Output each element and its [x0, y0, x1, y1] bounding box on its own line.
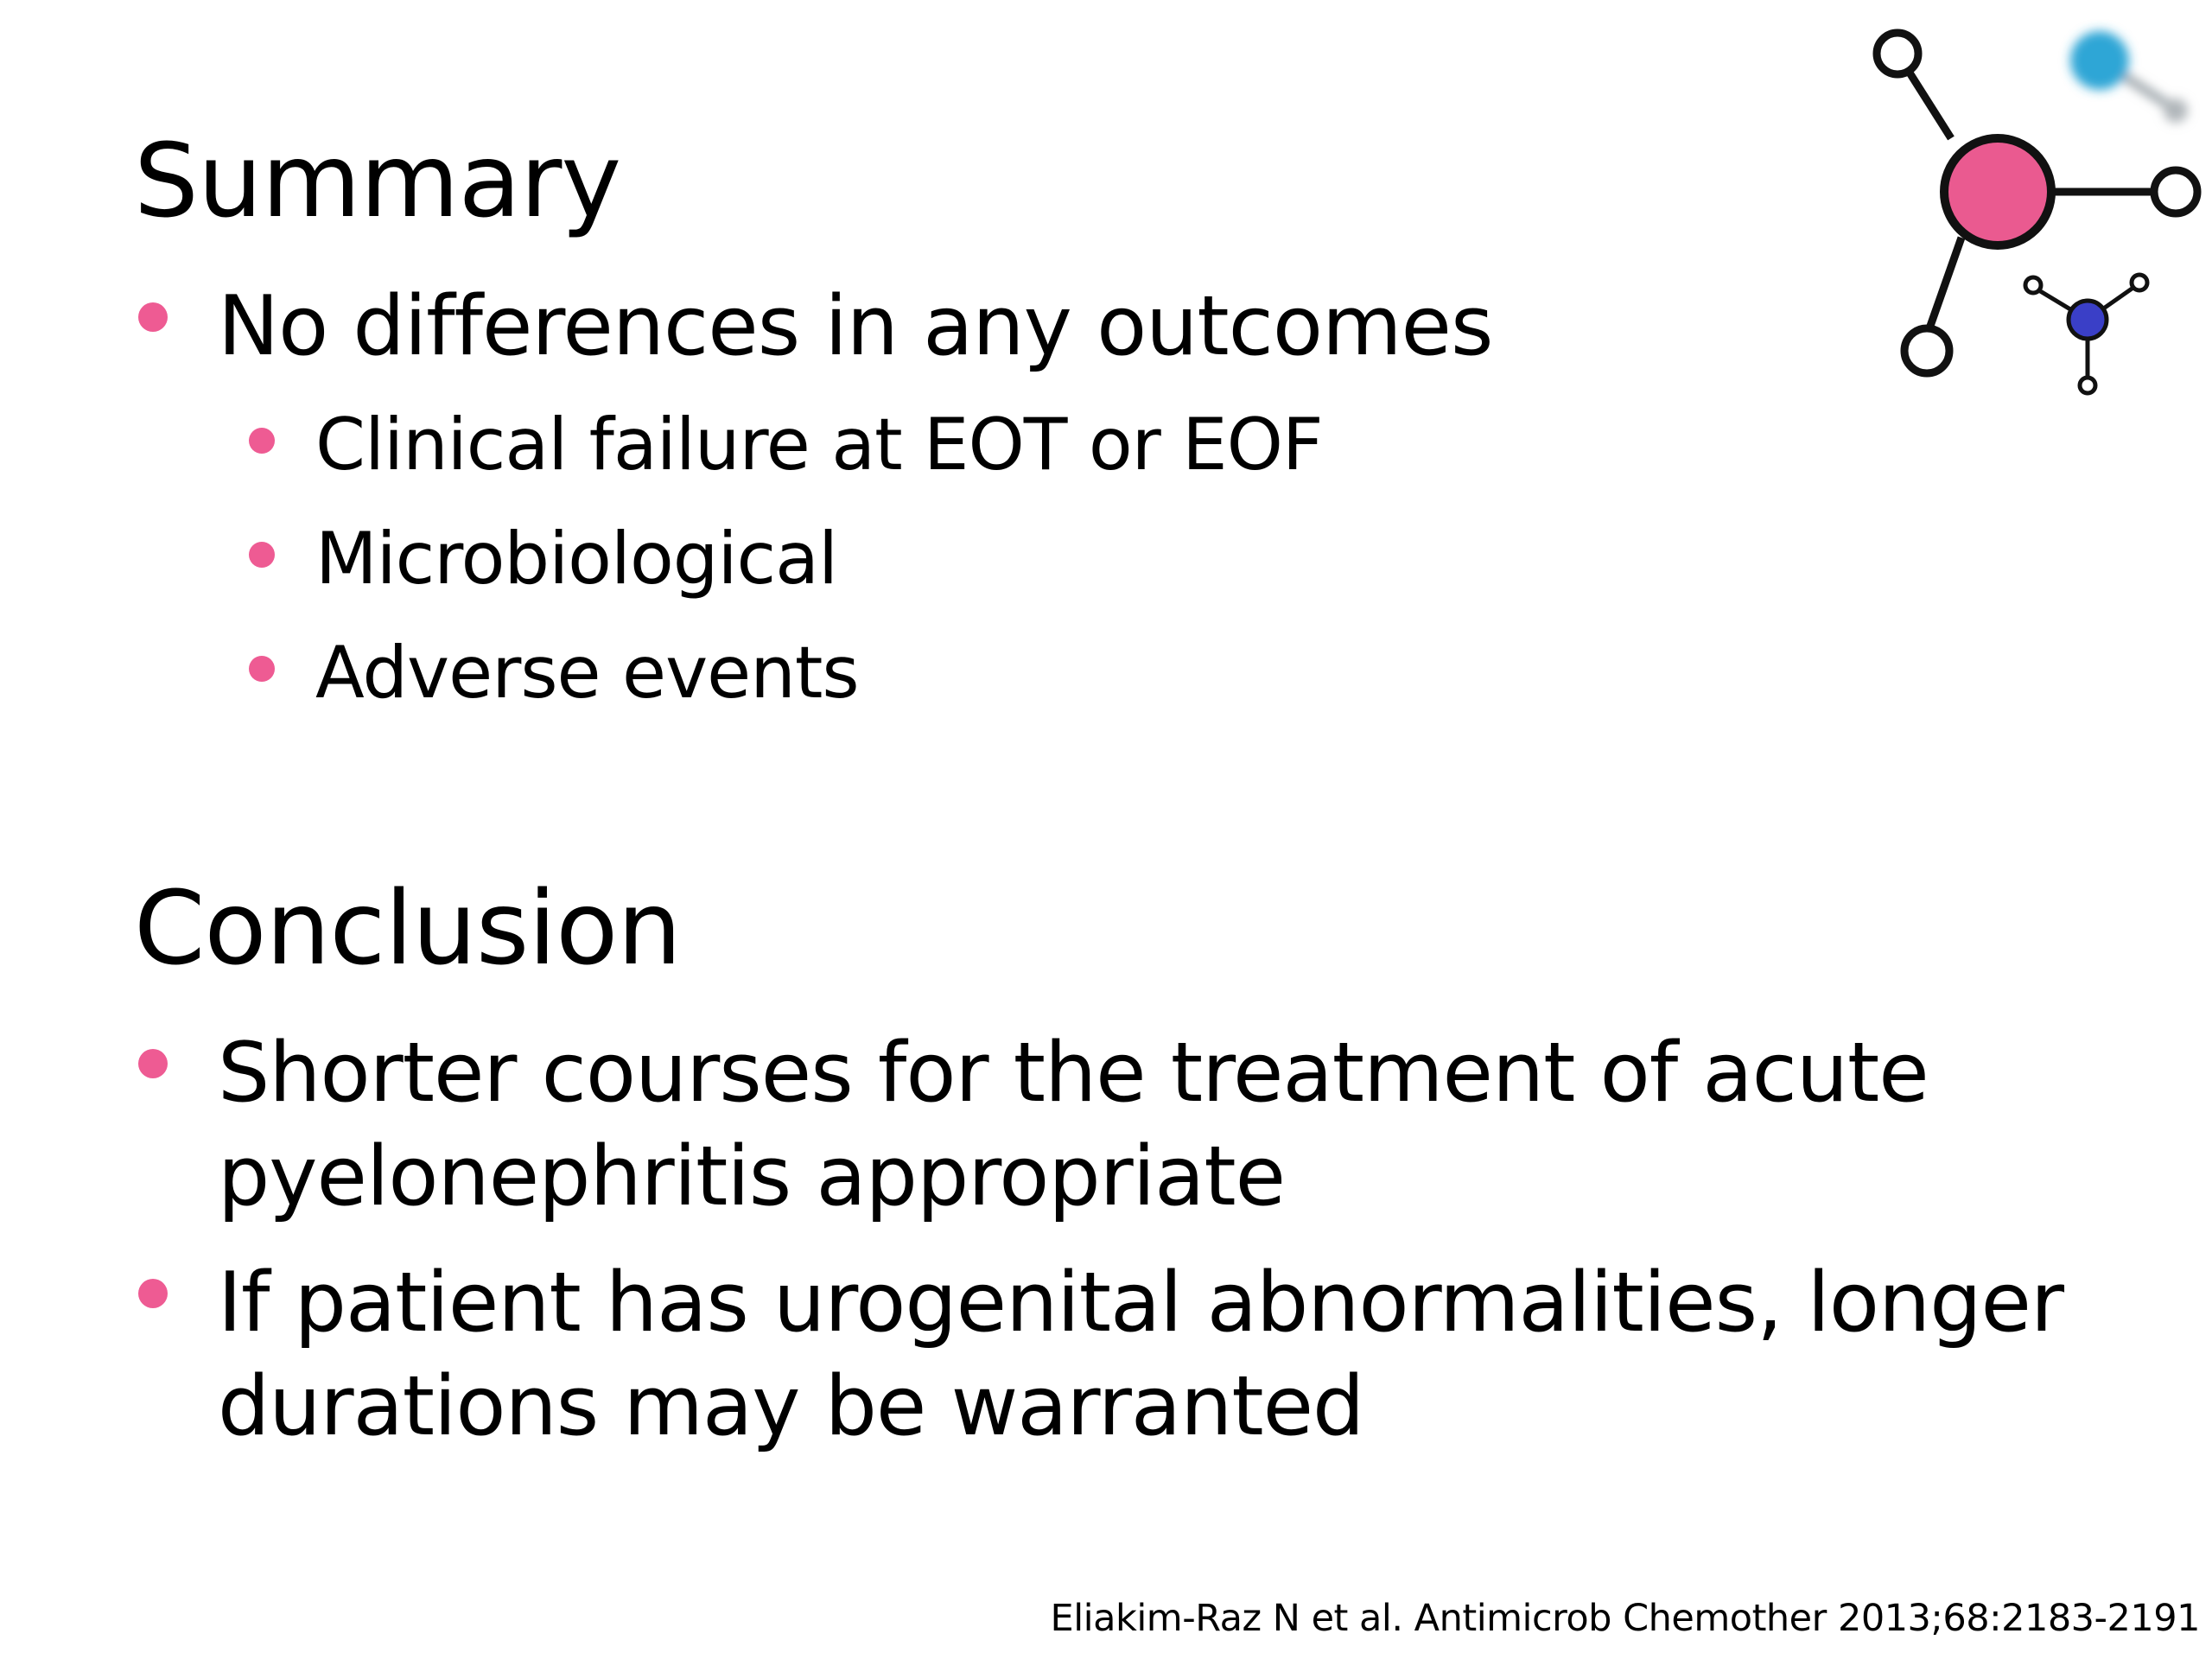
sub-bullet-marker [249, 656, 275, 682]
citation: Eliakim-Raz N et al. Antimicrob Chemother 2013;68:2183-2191 [1050, 1597, 2200, 1640]
conclusion-bullet-line: If patient has urogenital abnormalities, longer [218, 1255, 2064, 1351]
blurred-atom [2070, 31, 2188, 123]
summary-heading: Summary [134, 121, 621, 240]
small-molecule [2025, 275, 2147, 393]
summary-bullet: No differences in any outcomes [218, 279, 1493, 374]
bullet-marker [138, 302, 168, 332]
bullet-marker [138, 1279, 168, 1308]
sub-bullet-marker [249, 428, 275, 454]
molecule-icon [1858, 0, 2212, 415]
conclusion-bullet-line: durations may be warranted [218, 1359, 1364, 1454]
summary-subbullet: Adverse events [315, 631, 859, 715]
conclusion-heading: Conclusion [134, 868, 682, 988]
sub-bullet-marker [249, 542, 275, 568]
main-molecule [1877, 33, 2197, 373]
conclusion-bullet-line: Shorter courses for the treatment of acute [218, 1026, 1929, 1121]
conclusion-bullet-line: pyelonephritis appropriate [218, 1129, 1286, 1224]
summary-subbullet: Microbiological [315, 517, 838, 601]
summary-subbullet: Clinical failure at EOT or EOF [315, 403, 1323, 486]
bullet-marker [138, 1049, 168, 1078]
